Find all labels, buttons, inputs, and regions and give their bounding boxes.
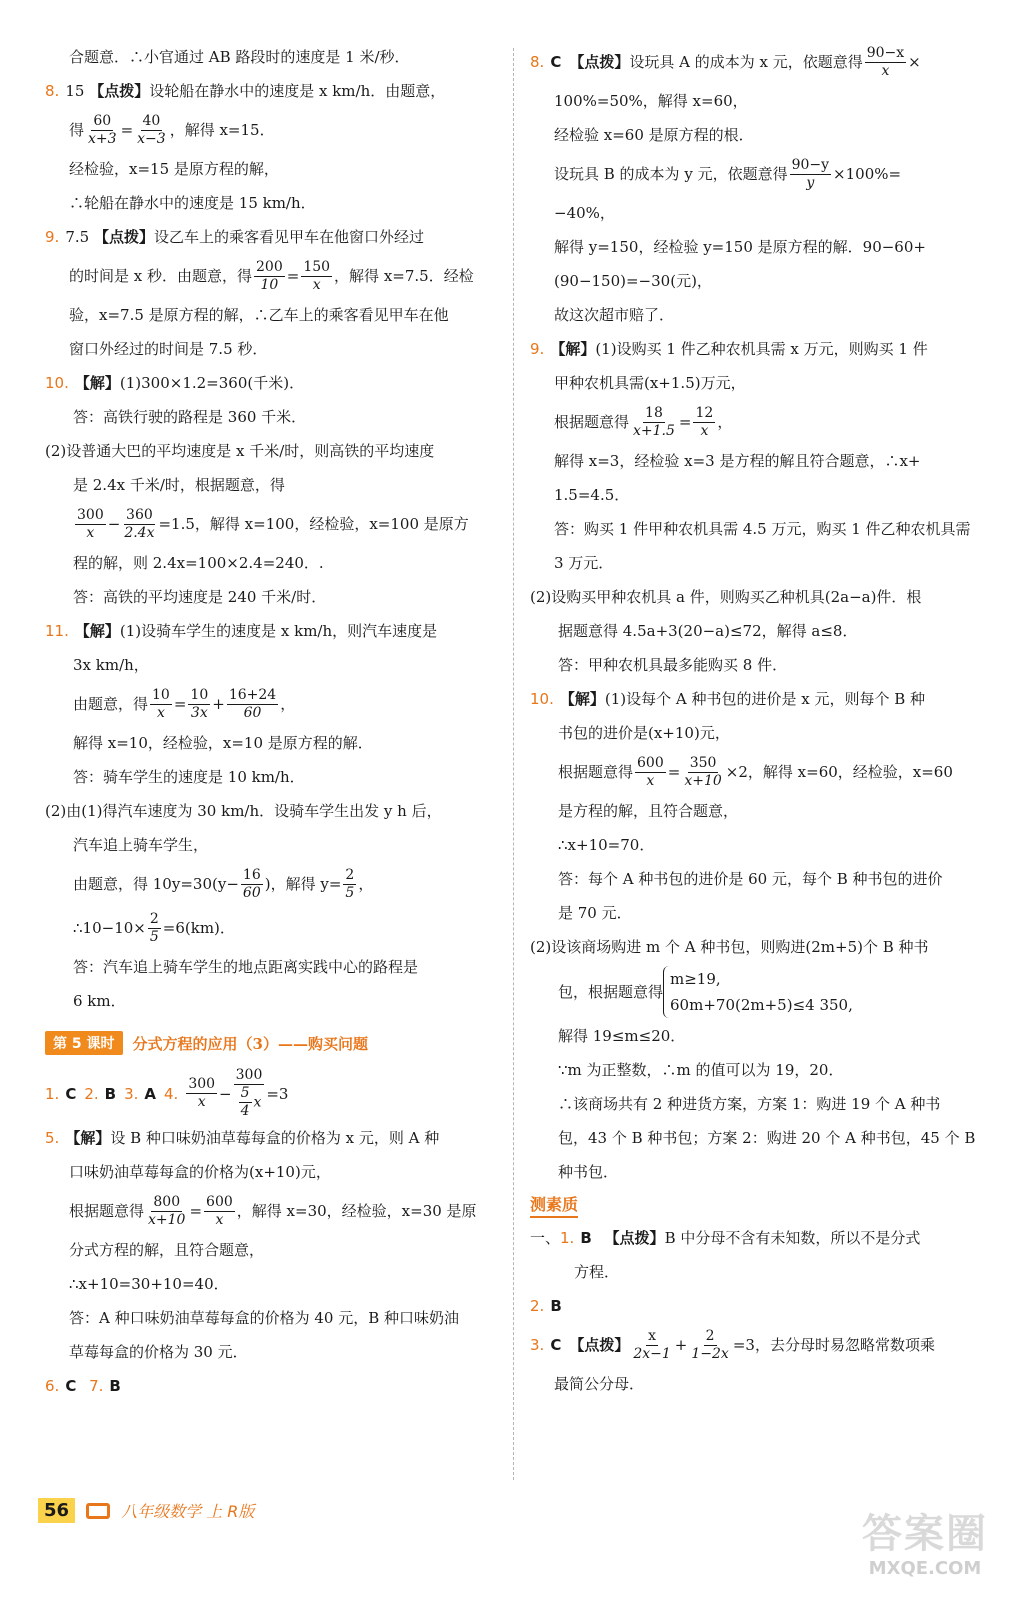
q11-equation2 bbox=[45, 862, 500, 906]
fraction bbox=[301, 259, 332, 294]
numerator: 300 bbox=[77, 506, 104, 523]
text-line: 是方程的解，且符合题意， bbox=[558, 802, 739, 820]
q11-equation1 bbox=[45, 682, 500, 726]
fraction bbox=[865, 45, 906, 80]
question-number: 6. bbox=[45, 1377, 60, 1395]
text: =3，去分母时易忽略常数项乘 bbox=[732, 1336, 935, 1354]
text: 设玩具 A 的成本为 x 元，依题意得 bbox=[629, 53, 863, 71]
text-line: 甲种农机具需(x+1.5)万元， bbox=[554, 374, 746, 392]
answer-line: 答：甲种农机具最多能购买 8 件． bbox=[558, 656, 788, 674]
fraction bbox=[790, 157, 831, 192]
denominator: y bbox=[806, 174, 815, 191]
text: ，解得 x=15． bbox=[169, 121, 275, 139]
solution-tag: 【解】 bbox=[65, 1129, 111, 1147]
text-line: 窗口外经过的时间是 7.5 秒． bbox=[69, 340, 268, 358]
text: 设玩具 B 的成本为 y 元，依题意得 bbox=[554, 165, 788, 183]
s1-line1 bbox=[530, 1221, 985, 1255]
text: =6(km)． bbox=[162, 919, 235, 937]
numerator: 5 bbox=[240, 1085, 250, 1101]
question-number: 2. bbox=[530, 1297, 545, 1315]
mc-answers-6-7 bbox=[45, 1369, 500, 1403]
text-line: 解得 x=3，经检验 x=3 是方程的解且符合题意，∴x+ bbox=[554, 452, 921, 470]
hint-tag: 【点拨】 bbox=[93, 228, 154, 246]
fraction bbox=[239, 1085, 252, 1120]
question-number: 4. bbox=[164, 1084, 179, 1103]
fraction bbox=[254, 259, 285, 294]
question-number: 3. bbox=[124, 1084, 139, 1103]
fraction bbox=[693, 405, 715, 440]
q11-line1 bbox=[45, 614, 500, 648]
text: 一、 bbox=[530, 1229, 561, 1247]
question-number: 3. bbox=[530, 1336, 545, 1354]
denominator: 5 bbox=[345, 884, 355, 901]
operator: + bbox=[212, 695, 225, 713]
text: (1)设每个 A 种书包的进价是 x 元，则每个 B 种 bbox=[604, 690, 926, 708]
lesson-banner bbox=[45, 1026, 500, 1060]
page-footer bbox=[38, 1498, 254, 1523]
numerator: x bbox=[648, 1327, 657, 1344]
denominator: x+10 bbox=[148, 1211, 186, 1228]
numerator: 10 bbox=[152, 686, 170, 703]
text: 得 bbox=[69, 121, 85, 139]
text: 根据题意得 bbox=[554, 413, 630, 431]
text: ，解得 x=30，经检验，x=30 是原 bbox=[236, 1202, 477, 1220]
question-number: 2. bbox=[84, 1084, 99, 1103]
text-line: 故这次超市赔了． bbox=[554, 306, 675, 324]
answer: C bbox=[65, 1377, 77, 1395]
text-line: (2)设该商场购进 m 个 A 种书包，则购进(2m+5)个 B 种书 bbox=[530, 938, 929, 956]
fraction bbox=[135, 113, 168, 148]
operator: = bbox=[286, 267, 300, 285]
text-line: 3x km/h， bbox=[73, 656, 149, 674]
text-line: ∴轮船在静水中的速度是 15 km/h． bbox=[69, 194, 316, 212]
fraction bbox=[635, 755, 666, 790]
s3-line1 bbox=[530, 1323, 985, 1367]
denominator: 10 bbox=[260, 276, 279, 293]
fraction bbox=[234, 1067, 265, 1120]
hint-tag: 【点拨】 bbox=[89, 82, 150, 100]
denominator: 4 bbox=[240, 1103, 250, 1119]
text-line: (2)设普通大巴的平均速度是 x 千米/时，则高铁的平均速度 bbox=[45, 442, 435, 460]
solution-tag: 【解】 bbox=[559, 690, 605, 708]
text-line: 100%=50%，解得 x=60， bbox=[554, 92, 748, 110]
numerator: 600 bbox=[637, 754, 664, 771]
text-line: 经检验，x=15 是原方程的解， bbox=[69, 160, 279, 178]
text: ， bbox=[358, 875, 374, 893]
operator: = bbox=[667, 763, 681, 781]
denominator: 60 bbox=[243, 704, 262, 721]
text-line: 合题意．∴小官通过 AB 路段时的速度是 1 米/秒． bbox=[69, 48, 410, 66]
text-line: 是 2.4x 千米/时，根据题意，得 bbox=[73, 476, 285, 494]
column-divider bbox=[513, 48, 514, 1480]
operator: = bbox=[120, 121, 134, 139]
watermark-logo: 答案圈 bbox=[862, 1511, 988, 1557]
text: ×2，解得 x=60，经检验，x=60 bbox=[725, 763, 953, 781]
text: 的时间是 x 秒．由题意，得 bbox=[69, 267, 252, 285]
text: 由题意，得 bbox=[73, 695, 149, 713]
numerator: 600 bbox=[206, 1193, 233, 1210]
text-line: (2)设购买甲种农机具 a 件，则购买乙种机具(2a−a)件．根 bbox=[530, 588, 922, 606]
fraction bbox=[682, 755, 723, 790]
variable: x bbox=[253, 1094, 262, 1111]
text: 根据题意得 bbox=[558, 763, 634, 781]
numerator: 40 bbox=[142, 112, 161, 129]
answer: B bbox=[550, 1297, 562, 1315]
denominator: x bbox=[646, 772, 655, 789]
inequality-system-line bbox=[530, 964, 985, 1019]
text-line: 经检验 x=60 是原方程的根． bbox=[554, 126, 754, 144]
denominator: x bbox=[86, 524, 95, 541]
question-number: 7. bbox=[89, 1377, 104, 1395]
fraction bbox=[148, 911, 161, 946]
text-line: 解得 y=150，经检验 y=150 是原方程的解．90−60+ bbox=[554, 238, 926, 256]
text: 由题意，得 10y=30 bbox=[73, 875, 212, 893]
denominator: 5 bbox=[149, 928, 159, 945]
fraction bbox=[186, 1076, 217, 1111]
text: (1)设购买 1 件乙种农机具需 x 万元，则购买 1 件 bbox=[595, 340, 928, 358]
denominator: x bbox=[197, 1094, 206, 1110]
numerator: 2 bbox=[705, 1327, 715, 1344]
text-line: 验，x=7.5 是原方程的解，∴乙车上的乘客看见甲车在他 bbox=[69, 306, 449, 324]
solution-tag: 【解】 bbox=[550, 340, 596, 358]
text: ，解得 x=7.5．经检 bbox=[334, 267, 474, 285]
text: )，解得 y= bbox=[264, 875, 342, 893]
text: 根据题意得 bbox=[69, 1202, 145, 1220]
text: 设 B 种口味奶油草莓每盒的价格为 x 元，则 A 种 bbox=[110, 1129, 440, 1147]
text-line: 种书包． bbox=[558, 1163, 619, 1181]
q9-line2 bbox=[45, 254, 500, 298]
q10-equation bbox=[530, 750, 985, 794]
watermark-url: MXQE.COM bbox=[868, 1558, 982, 1579]
text-line: 口味奶油草莓每盒的价格为(x+10)元， bbox=[69, 1163, 331, 1181]
text: ， bbox=[717, 413, 733, 431]
text: B 中分母不含有未知数，所以不是分式 bbox=[664, 1229, 921, 1247]
operator: − bbox=[107, 515, 121, 533]
q5-equation bbox=[45, 1189, 500, 1233]
right-column bbox=[530, 40, 985, 1401]
question-number: 1. bbox=[45, 1084, 60, 1103]
solution-tag: 【解】 bbox=[74, 622, 120, 640]
fraction bbox=[241, 867, 263, 902]
fraction bbox=[631, 405, 677, 440]
numerator: 18 bbox=[645, 404, 663, 421]
text: 设轮船在静水中的速度是 x km/h．由题意， bbox=[149, 82, 446, 100]
watermark bbox=[835, 1510, 1015, 1588]
numerator: 16 bbox=[242, 866, 261, 883]
answer-line: 答：每个 A 种书包的进价是 60 元，每个 B 种书包的进价 bbox=[558, 870, 943, 888]
text: (1)设骑车学生的速度是 x km/h，则汽车速度是 bbox=[119, 622, 438, 640]
denominator: x bbox=[156, 704, 165, 721]
numerator: 10 bbox=[190, 686, 209, 703]
question-number: 9. bbox=[45, 228, 60, 246]
q10-line1 bbox=[530, 682, 985, 716]
hint-tag: 【点拨】 bbox=[604, 1229, 665, 1247]
fraction bbox=[75, 507, 106, 542]
answer: A bbox=[144, 1084, 156, 1103]
denominator: x bbox=[312, 276, 321, 293]
numerator: 800 bbox=[153, 1193, 181, 1210]
q8-line1 bbox=[45, 74, 500, 108]
answer: 15 bbox=[65, 82, 85, 100]
book-title: 八年级数学 上 R版 bbox=[121, 1502, 255, 1521]
answer-line: 答：骑车学生的速度是 10 km/h． bbox=[73, 768, 305, 786]
fraction bbox=[631, 1328, 672, 1363]
answer-line: 答：汽车追上骑车学生的地点距离实践中心的路程是 bbox=[73, 958, 419, 976]
q8-line2 bbox=[45, 108, 500, 152]
text: ×100%= bbox=[833, 165, 902, 183]
numerator: 300 bbox=[235, 1067, 263, 1083]
text-line: 书包的进价是(x+10)元， bbox=[558, 724, 730, 742]
text-line: ∴该商场共有 2 种进货方案，方案 1：购进 19 个 A 种书 bbox=[558, 1095, 941, 1113]
q11-equation3 bbox=[45, 906, 500, 950]
question-number: 1. bbox=[560, 1229, 575, 1247]
left-column bbox=[45, 40, 500, 1403]
answer: B bbox=[109, 1377, 121, 1395]
denominator: 3x bbox=[190, 704, 208, 721]
answer-line: 答：高铁的平均速度是 240 千米/时． bbox=[73, 588, 327, 606]
text-line: ∴x+10=70． bbox=[558, 836, 655, 854]
denominator: 1−2x bbox=[691, 1345, 729, 1362]
text: =1.5，解得 x=100，经检验，x=100 是原方 bbox=[158, 515, 469, 533]
denominator: x+10 bbox=[684, 772, 722, 789]
answer: 7.5 bbox=[65, 228, 90, 246]
hint-tag: 【点拨】 bbox=[569, 1336, 630, 1354]
section-title: 测素质 bbox=[530, 1192, 578, 1218]
text-line: 是 70 元． bbox=[558, 904, 632, 922]
text-line: 解得 19≤m≤20． bbox=[558, 1027, 686, 1045]
q8-equation2 bbox=[530, 152, 985, 196]
text: (1)300×1.2=360(千米)． bbox=[119, 374, 305, 392]
fraction bbox=[86, 113, 119, 148]
numerator: 90−x bbox=[866, 44, 905, 61]
denominator: x bbox=[881, 62, 890, 79]
text-line: 3 万元． bbox=[554, 554, 614, 572]
denominator: 2.4x bbox=[124, 524, 155, 541]
numerator: 16+24 bbox=[228, 686, 277, 703]
question-number: 10. bbox=[45, 374, 69, 392]
text: (y− bbox=[212, 875, 239, 893]
hint-tag: 【点拨】 bbox=[569, 53, 630, 71]
text: =3 bbox=[266, 1084, 289, 1103]
denominator: x−3 bbox=[137, 130, 166, 147]
fraction bbox=[204, 1194, 235, 1229]
text-line: 6 km． bbox=[73, 992, 126, 1010]
question-number: 10. bbox=[530, 690, 554, 708]
question-number: 11. bbox=[45, 622, 69, 640]
text-line: 据题意得 4.5a+3(20−a)≤72，解得 a≤8． bbox=[558, 622, 858, 640]
q9-line1 bbox=[530, 332, 985, 366]
answer: C bbox=[550, 53, 562, 71]
answer-line: 答：高铁行驶的路程是 360 千米． bbox=[73, 408, 307, 426]
numerator: 150 bbox=[303, 258, 331, 275]
operator: = bbox=[678, 413, 692, 431]
question-number: 9. bbox=[530, 340, 545, 358]
text: ∴10−10× bbox=[73, 919, 146, 937]
inequality: 60m+70(2m+5)≤4 350, bbox=[670, 995, 853, 1014]
text-line: (2)由(1)得汽车速度为 30 km/h．设骑车学生出发 y h 后， bbox=[45, 802, 442, 820]
q8-line1 bbox=[530, 40, 985, 84]
question-number: 5. bbox=[45, 1129, 60, 1147]
answer: B bbox=[104, 1084, 117, 1103]
numerator: 90−y bbox=[791, 156, 830, 173]
text-line: 程的解，则 2.4x=100×2.4=240．. bbox=[73, 554, 324, 572]
text-line: ∴x+10=30+10=40． bbox=[69, 1275, 229, 1293]
lesson-title: 分式方程的应用（3）——购买问题 bbox=[132, 1034, 368, 1053]
fraction bbox=[689, 1328, 730, 1363]
denominator: x+3 bbox=[88, 130, 117, 147]
denominator: x bbox=[215, 1211, 224, 1228]
text-line: 分式方程的解，且符合题意， bbox=[69, 1241, 265, 1259]
fraction bbox=[150, 687, 172, 722]
text: 包，根据题意得 bbox=[558, 982, 664, 1001]
text-line: −40%， bbox=[554, 204, 615, 222]
denominator: 2x−1 bbox=[633, 1345, 671, 1362]
fraction bbox=[188, 687, 210, 722]
s2-line bbox=[530, 1289, 985, 1323]
fraction bbox=[227, 687, 278, 722]
fraction bbox=[146, 1194, 187, 1229]
lesson-badge: 第 5 课时 bbox=[45, 1031, 123, 1055]
numerator: 60 bbox=[93, 112, 112, 129]
numerator: 12 bbox=[695, 404, 714, 421]
fraction bbox=[343, 867, 356, 902]
text-line: 解得 x=10，经检验，x=10 是原方程的解． bbox=[73, 734, 373, 752]
book-logo-icon bbox=[83, 1500, 113, 1522]
q10-line1 bbox=[45, 366, 500, 400]
text-line: 方程． bbox=[574, 1263, 620, 1281]
operator: + bbox=[674, 1336, 688, 1354]
numerator: 200 bbox=[256, 258, 283, 275]
denominator: x bbox=[700, 422, 709, 439]
text-line: 包，43 个 B 种书包；方案 2：购进 20 个 A 种书包，45 个 B bbox=[558, 1129, 976, 1147]
numerator: 2 bbox=[149, 910, 159, 927]
text-line: 1.5=4.5． bbox=[554, 486, 630, 504]
question-number: 8. bbox=[45, 82, 60, 100]
question-number: 8. bbox=[530, 53, 545, 71]
operator: = bbox=[173, 695, 187, 713]
numerator: 360 bbox=[126, 506, 153, 523]
inequality-system bbox=[663, 966, 853, 1018]
answer-line: 答：购买 1 件甲种农机具需 4.5 万元，购买 1 件乙种农机具需 bbox=[554, 520, 971, 538]
inequality: m≥19, bbox=[670, 969, 721, 988]
operator: = bbox=[189, 1202, 203, 1220]
text-line: (90−150)=−30(元)， bbox=[554, 272, 712, 290]
denominator: 60 bbox=[242, 884, 261, 901]
answer: B bbox=[580, 1229, 592, 1247]
numerator: 350 bbox=[689, 754, 717, 771]
denominator bbox=[235, 1085, 264, 1120]
text-line: 草莓每盒的价格为 30 元． bbox=[69, 1343, 248, 1361]
text: 设乙车上的乘客看见甲车在他窗口外经过 bbox=[153, 228, 424, 246]
text: × bbox=[908, 53, 921, 71]
text-line: ∵m 为正整数，∴m 的值可以为 19，20． bbox=[558, 1061, 844, 1079]
answer-line: 答：A 种口味奶油草莓每盒的价格为 40 元，B 种口味奶油 bbox=[69, 1309, 460, 1327]
numerator: 2 bbox=[345, 866, 355, 883]
mc-answers-1-4 bbox=[45, 1066, 500, 1121]
answer: C bbox=[550, 1336, 562, 1354]
text-line: 汽车追上骑车学生， bbox=[73, 836, 209, 854]
text: ， bbox=[280, 695, 296, 713]
q5-line1 bbox=[45, 1121, 500, 1155]
solution-tag: 【解】 bbox=[74, 374, 120, 392]
q9-line1 bbox=[45, 220, 500, 254]
q9-equation bbox=[530, 400, 985, 444]
numerator: 300 bbox=[188, 1076, 216, 1092]
denominator: x+1.5 bbox=[633, 422, 675, 439]
answer: C bbox=[65, 1084, 77, 1103]
section-heading bbox=[530, 1189, 985, 1221]
q10-equation bbox=[45, 502, 500, 546]
page-number: 56 bbox=[38, 1498, 75, 1523]
text-line: 最简公分母． bbox=[554, 1375, 645, 1393]
fraction bbox=[122, 507, 156, 542]
operator: − bbox=[219, 1084, 232, 1103]
